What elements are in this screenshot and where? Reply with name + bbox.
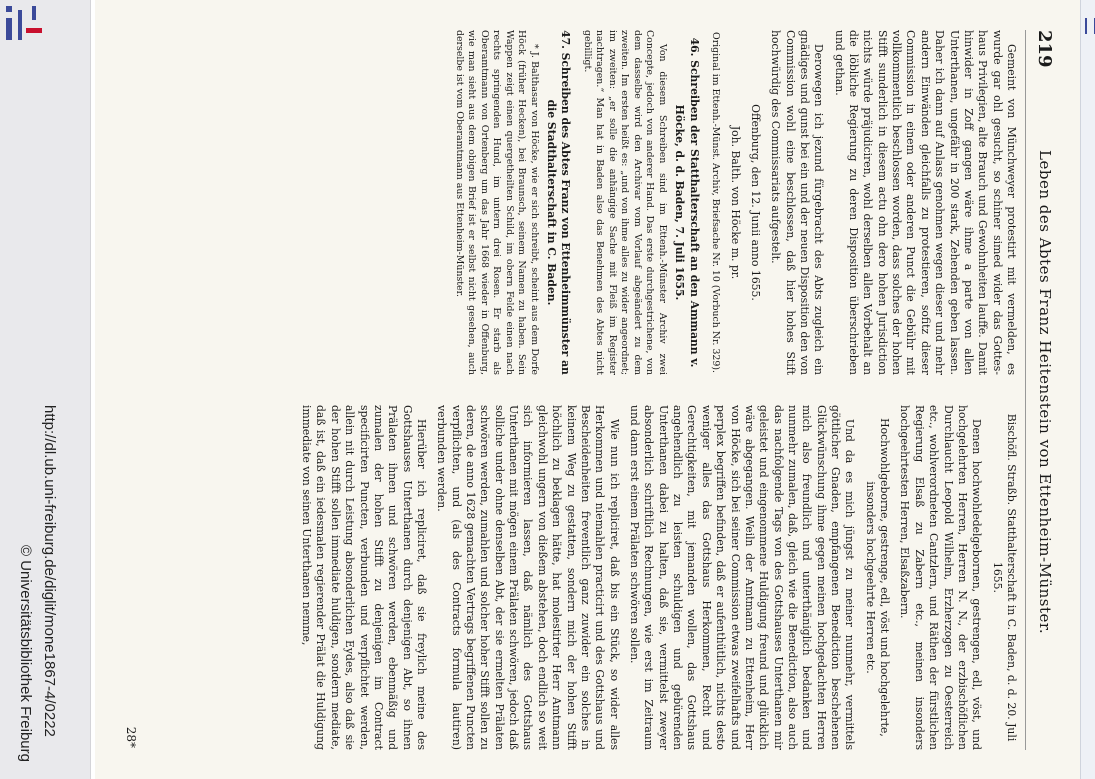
heading-47: 47. Schreiben des Abtes Franz von Ettenheimmünster an die Stadthalterschaft in C. Baden.	[544, 29, 572, 375]
document-url[interactable]: http://dl.ub.uni-freiburg.de/diglit/mone1867-4/0222	[41, 405, 58, 737]
scrollbar[interactable]	[1080, 0, 1095, 779]
left-column	[446, 30, 1018, 375]
signature: Joh. Balth. von Höcke m. pr.	[728, 125, 742, 279]
address-line: Bischöfl. Straßb. Statthalterschaft in C. Baden, d. d. 20. Juli 1655.	[990, 413, 1018, 741]
page-content	[108, 10, 1068, 770]
paragraph: Gemeint von Münchweyer protestirt mit vermelden, es wurde gar ohl gesucht, so schiner simed wider das Gottes-haus Privilegien, alte Brauch und Gewohnheiten lauffe. Damit hinwider in Zoff gangen wäre ihme a parte von allen Unterthanen, ungefähr in 200 stark, Zehenden geben lassen. Daher ich dann auf Anlass genohmen wegen dieser und mehr andern Einwänden gleichfalls zu protestieren, sofitz dieser Commission in einem oder anderen Punct die Gebühr mit vollkommentlich beschlossen worden, dass solches der hohen Stifft sunderlich in diesem actu ohn dero hohen Jurisdiction nichts würde präjudiciren, wohl derselben allen Vorbehalt an die löbliche Regierung zu deren Disposition überschrieben und gethan.	[832, 29, 1018, 375]
paragraph: Von diesem Schreiben sind im Ettenh.-Münster Archiv zwei Concepte, jedoch von anderer Hand. Das erste durchgestrichene, von dem dasselbe wird den Archivar vom Vorlauf abgeändert zu dem zweiten. Im ersten heißt es: „und von ihme alles zu wider angeordnet; im zweiten: „er solle die anhängige Sache mit Fleiß im Register nachtragen.“ Man hat in Baden also das Benehmen des Abtes nicht gebilligt.	[581, 29, 668, 375]
footnote: * J. Balthasar von Höcke, wie er sich schreibt, scheint aus dem Dorfe Höck (früher Hecken), bei Braunsch, seinem Namen zu haben. Sein Wappen zeigt einen quergetheilten Schild, im obern Felde einen nach rechts springenden Hund, im untern drei Rosen. Er starb als Oberamtmann von Ortenberg um das Jahr 1668 wieder in Offenburg, wie man sieht aus dem obigen Brief ist er selbst nicht gesehen, auch derselbe ist vom Oberamtmann aus Ettenheim-Münster.	[453, 29, 540, 375]
date-line: Offenburg, den 12. Junii anno 1655.	[748, 103, 762, 301]
scanned-page	[95, 0, 1080, 779]
toolbar-strip	[0, 0, 91, 779]
copyright-notice: © Universitätsbibliothek Freiburg	[17, 545, 34, 762]
archive-note: Original im Ettenh.-Münst. Archiv, Briefsache Nr. 10 (Vorbuch Nr. 329).	[709, 31, 721, 373]
paragraph: Derowegen ich jezund fürgebracht des Abts zugleich ein gnädiges und gunst bei ein und der neuen Disposition den von Commission wohl eine beschlossen, daß hier hohes Stift hochwürdig des Commissariats aufgestelt.	[768, 29, 825, 375]
running-title: Leben des Abtes Franz Heitenstein von Ettenheim-Münster.	[1035, 149, 1054, 634]
right-column	[292, 405, 1017, 750]
paragraph: Hierüber ich repliciret, daß sie freylich meine des Gottshauses Unterthanen durch denjenigen Abt, so ihnen Prälaten ihnen und schwören werden, ebenmäßig und zumalen der hohen Stifft zu denjenigen im Contract specificirten Puncten, verbunden und verpflichtet werden, allein nit durch Leistung absonderlichen Eydes, also daß sie der hohen Stifft sollen immediate huldigen, sondern mediate, daß ist, daß ein iedesmalen regierender Prälat die Huldigung immediate von seinen Unterthanen nemme,	[299, 404, 428, 750]
paragraph: Denen hochwohledelgebornen, gestrengen, edl, vöst, und hochgelehrten Herren, Herren N. N., der erzbischöflichen Durchlaucht Leopold Wilhelm, Erzherzogen zu Oesterreich etc., wohlverordneten Cantzlern, und Räthen der fürstlichen Regierung Elsaß zu Zabern etc., meinen insonders hochgeehrtesten Herren, Elsaßzabern.	[897, 404, 983, 750]
page-number: 219	[1033, 29, 1055, 68]
paragraph: Und da es mich jüngst zu meiner nunmehr, vermittels göttlicher Gnaden, empfangenen Benediction beschehenen Glückwünschung ihme gegen meinen hochgedachten Herren mich also freundlich und unterthäniglich bedanken und nunmehr zumalen, daß, gleich wie die Benediction, also auch das nachfolgende Tags von des Gottshauses Unterthanen mir geleistet und eingenommene Huldigung freund und glücklich wäre abgegangen. Weiln der Amtmann zu Ettenheim, Herr von Höcke, sich bei seiner Commission etwas zweifelhafts und perplex begriffen befinden, daß er aufenthütlich, nichts desto weniger alles das Gottshaus Herkommen, Recht und Gerechtigkeiten, mit jemanden wollen, das Gottshaus angehendlich zu leisten schuldigen und gebürenden Unterthanen dabei zu halten, daß sie, vermittelst zweyer absonderlich schriftlich Rechnungen, wie erst im Zeitraum und dann erst einem Prälaten schwören sollen.	[627, 404, 856, 750]
salutation: Hochwohlgeborne, gestrenge, edl, vöst und hochgelehrte, insonders hochgeehrte Herren etc.	[863, 417, 891, 737]
library-logo-icon[interactable]	[6, 6, 42, 42]
signature-mark: 28*	[123, 726, 138, 748]
heading-46: 46. Schreiben der Statthalterschaft an den Ammann v. Höcke, d. d. Baden, 7. Juli 1655.	[672, 37, 701, 367]
pause-icon[interactable]	[1085, 18, 1095, 34]
paragraph: Wie nun ich repliciret, daß bis ein Stück, so wider alles Herkommen und niemahlen practicirt und des Gottshaus und Bescheidenheiten freventlich ganz zuwider ein solches in keinem Weg zu gestatten, sondern mich der hohen Stifft höchlich zu beklagen hätte, hat molestirter Herr Amtmann gleichwohl ungern von dießem abstehen, doch endlich so weit sich informieren lassen, daß nämlich des Gottshaus Unterthanen mit mögen einem Prälaten schwören, jedoch daß solliche under ohne denselben Abt, der sie ermelten Prälaten schwören werden, zumahlen und solcher hoher Stifft sollen zu deren, de anno 1628 gemachten Vertrags begriffenen Puncten verpflichten, und (als des Contracts formula lautiren) verbunden werden.	[434, 404, 621, 750]
page-header	[1025, 30, 1060, 750]
